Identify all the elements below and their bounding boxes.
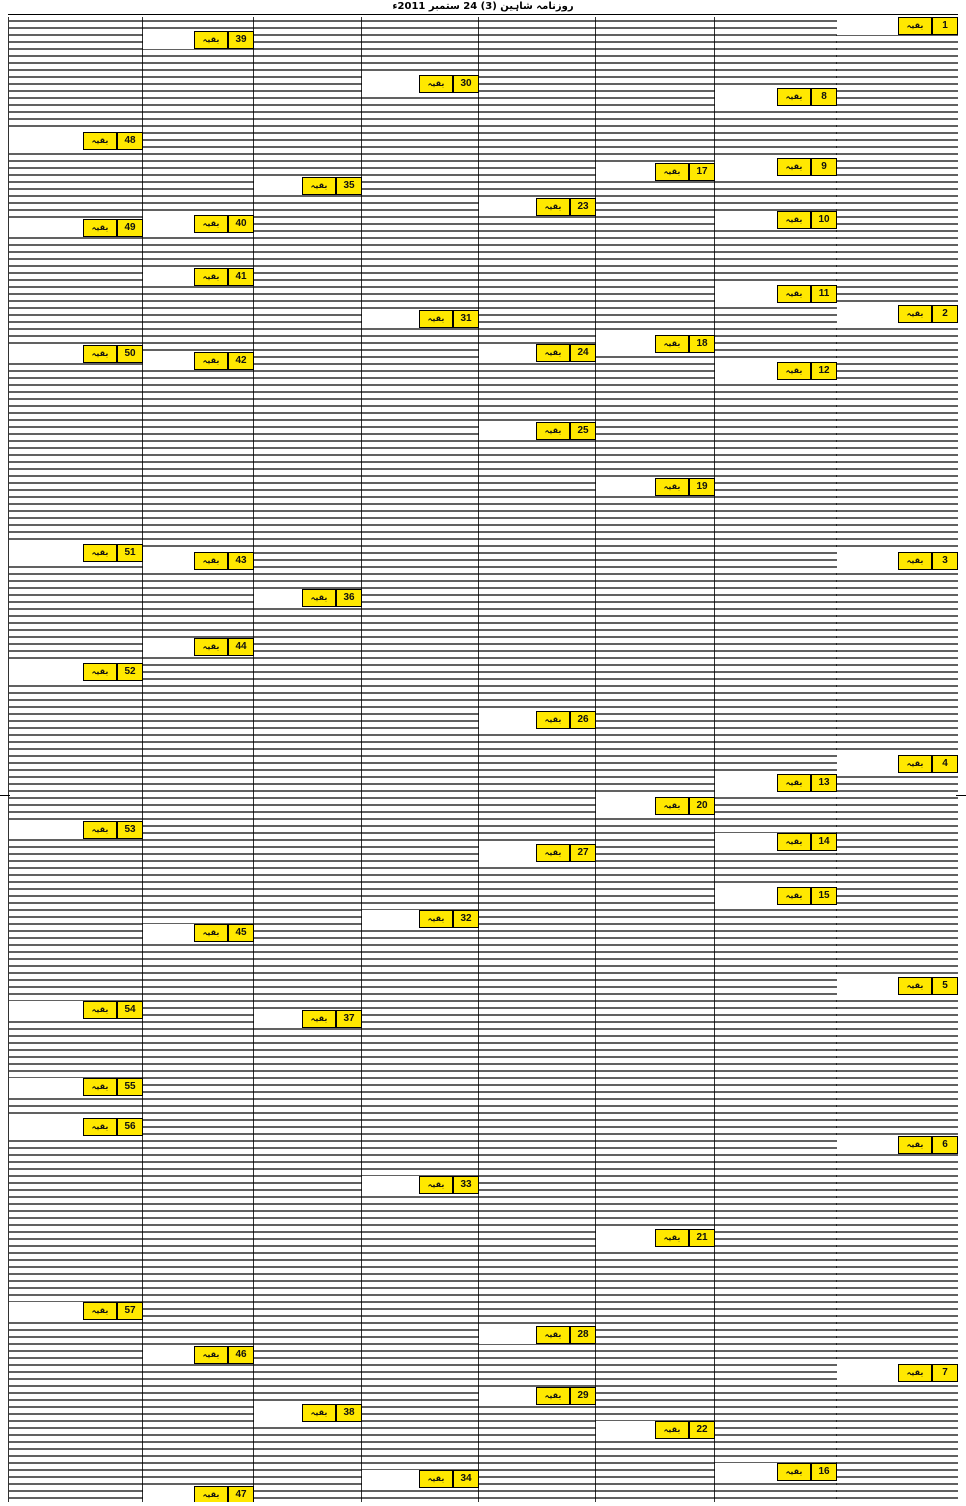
continuation-number: 25 <box>570 422 596 440</box>
continuation-label: بقیہ <box>777 211 811 229</box>
continuation-label: بقیہ <box>83 1078 117 1096</box>
continuation-block <box>9 1118 143 1136</box>
continuation-block <box>9 544 143 562</box>
continuation-number: 38 <box>336 1404 362 1422</box>
continuation-block <box>479 844 596 862</box>
continuation-number: 2 <box>932 305 958 323</box>
continuation-number: 14 <box>811 833 837 851</box>
continuation-number: 6 <box>932 1136 958 1154</box>
continuation-number: 15 <box>811 887 837 905</box>
continuation-number: 10 <box>811 211 837 229</box>
continuation-block <box>479 1326 596 1344</box>
masthead: روزنامہ شاہین (3) 24 ستمبر 2011ء <box>392 1 574 12</box>
continuation-block <box>143 924 254 942</box>
continuation-block <box>9 1302 143 1320</box>
continuation-number: 39 <box>228 31 254 49</box>
continuation-label: بقیہ <box>777 1463 811 1481</box>
continuation-block <box>479 422 596 440</box>
label-band <box>9 1302 83 1320</box>
continuation-label: بقیہ <box>194 638 228 656</box>
continuation-label: بقیہ <box>302 589 336 607</box>
label-band <box>715 774 777 792</box>
continuation-block <box>715 362 837 380</box>
continuation-label: بقیہ <box>419 910 453 928</box>
label-band <box>254 1010 302 1028</box>
continuation-number: 31 <box>453 310 479 328</box>
label-band <box>9 219 83 237</box>
continuation-block <box>715 158 837 176</box>
continuation-label: بقیہ <box>302 1010 336 1028</box>
continuation-number: 29 <box>570 1387 596 1405</box>
continuation-number: 57 <box>117 1302 143 1320</box>
label-band <box>836 977 898 995</box>
continuation-block <box>715 887 837 905</box>
continuation-number: 56 <box>117 1118 143 1136</box>
continuation-number: 21 <box>689 1229 715 1247</box>
continuation-label: بقیہ <box>83 1118 117 1136</box>
label-band <box>479 422 536 440</box>
continuation-block <box>143 215 254 233</box>
continuation-label: بقیہ <box>898 1136 932 1154</box>
continuation-label: بقیہ <box>83 821 117 839</box>
continuation-number: 13 <box>811 774 837 792</box>
fold-mark-left <box>0 795 10 796</box>
label-band <box>362 910 419 928</box>
continuation-block <box>596 797 715 815</box>
continuation-number: 49 <box>117 219 143 237</box>
continuation-block <box>715 211 837 229</box>
continuation-label: بقیہ <box>419 1176 453 1194</box>
column-1 <box>836 17 958 1502</box>
label-band <box>254 589 302 607</box>
continuation-block <box>836 552 958 570</box>
continuation-number: 3 <box>932 552 958 570</box>
continuation-number: 44 <box>228 638 254 656</box>
continuation-number: 28 <box>570 1326 596 1344</box>
continuation-block <box>143 31 254 49</box>
label-band <box>143 552 194 570</box>
continuation-label: بقیہ <box>536 844 570 862</box>
label-band <box>715 158 777 176</box>
continuation-block <box>715 285 837 303</box>
continuation-block <box>596 335 715 353</box>
continuation-number: 36 <box>336 589 362 607</box>
label-band <box>143 638 194 656</box>
continuation-block <box>596 1229 715 1247</box>
continuation-label: بقیہ <box>777 362 811 380</box>
continuation-number: 33 <box>453 1176 479 1194</box>
continuation-number: 53 <box>117 821 143 839</box>
continuation-number: 45 <box>228 924 254 942</box>
label-band <box>479 1326 536 1344</box>
label-band <box>479 1387 536 1405</box>
continuation-label: بقیہ <box>194 268 228 286</box>
continuation-number: 4 <box>932 755 958 773</box>
continuation-block <box>836 1136 958 1154</box>
continuation-label: بقیہ <box>655 335 689 353</box>
continuation-label: بقیہ <box>898 552 932 570</box>
label-band <box>836 1136 898 1154</box>
continuation-block <box>715 833 837 851</box>
continuation-number: 7 <box>932 1364 958 1382</box>
continuation-number: 27 <box>570 844 596 862</box>
continuation-number: 51 <box>117 544 143 562</box>
continuation-number: 32 <box>453 910 479 928</box>
label-band <box>836 755 898 773</box>
continuation-block <box>143 1486 254 1502</box>
column-7 <box>142 17 254 1502</box>
label-band <box>715 285 777 303</box>
column-8 <box>8 17 143 1502</box>
continuation-label: بقیہ <box>194 924 228 942</box>
label-band <box>715 1463 777 1481</box>
continuation-block <box>362 910 479 928</box>
label-band <box>9 1001 83 1019</box>
continuation-number: 16 <box>811 1463 837 1481</box>
label-band <box>143 1346 194 1364</box>
continuation-label: بقیہ <box>83 132 117 150</box>
continuation-block <box>362 1470 479 1488</box>
continuation-block <box>143 552 254 570</box>
continuation-label: بقیہ <box>777 774 811 792</box>
continuation-number: 11 <box>811 285 837 303</box>
continuation-label: بقیہ <box>194 215 228 233</box>
continuation-block <box>715 774 837 792</box>
masthead-rule <box>8 14 958 15</box>
continuation-label: بقیہ <box>898 977 932 995</box>
label-band <box>836 552 898 570</box>
continuation-number: 48 <box>117 132 143 150</box>
continuation-label: بقیہ <box>536 1387 570 1405</box>
label-band <box>479 198 536 216</box>
label-band <box>143 924 194 942</box>
label-band <box>836 305 898 323</box>
continuation-label: بقیہ <box>83 663 117 681</box>
continuation-number: 12 <box>811 362 837 380</box>
continuation-block <box>143 268 254 286</box>
label-band <box>596 163 655 181</box>
continuation-number: 1 <box>932 17 958 35</box>
continuation-number: 24 <box>570 344 596 362</box>
continuation-number: 17 <box>689 163 715 181</box>
continuation-label: بقیہ <box>536 422 570 440</box>
label-band <box>9 1078 83 1096</box>
continuation-number: 43 <box>228 552 254 570</box>
continuation-label: بقیہ <box>655 478 689 496</box>
continuation-number: 35 <box>336 177 362 195</box>
continuation-label: بقیہ <box>655 163 689 181</box>
label-band <box>715 88 777 106</box>
continuation-block <box>836 17 958 35</box>
continuation-label: بقیہ <box>194 1346 228 1364</box>
continuation-block <box>479 198 596 216</box>
label-band <box>596 1229 655 1247</box>
continuation-block <box>836 1364 958 1382</box>
continuation-block <box>362 1176 479 1194</box>
label-band <box>596 1421 655 1439</box>
continuation-label: بقیہ <box>419 75 453 93</box>
continuation-label: بقیہ <box>655 1421 689 1439</box>
continuation-label: بقیہ <box>655 797 689 815</box>
continuation-label: بقیہ <box>194 352 228 370</box>
continuation-block <box>254 1404 362 1422</box>
continuation-label: بقیہ <box>194 1486 228 1502</box>
continuation-label: بقیہ <box>655 1229 689 1247</box>
continuation-number: 47 <box>228 1486 254 1502</box>
label-band <box>479 711 536 729</box>
continuation-block <box>715 88 837 106</box>
label-band <box>9 132 83 150</box>
label-band <box>9 345 83 363</box>
continuation-block <box>9 1001 143 1019</box>
continuation-label: بقیہ <box>194 552 228 570</box>
continuation-number: 23 <box>570 198 596 216</box>
label-band <box>479 344 536 362</box>
label-band <box>715 362 777 380</box>
continuation-number: 41 <box>228 268 254 286</box>
continuation-number: 46 <box>228 1346 254 1364</box>
continuation-label: بقیہ <box>536 711 570 729</box>
continuation-label: بقیہ <box>83 1302 117 1320</box>
continuation-label: بقیہ <box>777 88 811 106</box>
continuation-number: 52 <box>117 663 143 681</box>
continuation-number: 19 <box>689 478 715 496</box>
continuation-label: بقیہ <box>83 1001 117 1019</box>
label-band <box>596 478 655 496</box>
label-band <box>362 75 419 93</box>
continuation-block <box>254 589 362 607</box>
continuation-block <box>254 177 362 195</box>
continuation-block <box>9 821 143 839</box>
continuation-label: بقیہ <box>777 158 811 176</box>
label-band <box>715 833 777 851</box>
continuation-number: 20 <box>689 797 715 815</box>
continuation-block <box>143 638 254 656</box>
continuation-number: 50 <box>117 345 143 363</box>
continuation-block <box>715 1463 837 1481</box>
fold-mark-right <box>956 795 966 796</box>
column-3 <box>595 17 715 1502</box>
continuation-block <box>9 219 143 237</box>
continuation-block <box>9 345 143 363</box>
label-band <box>836 17 898 35</box>
continuation-label: بقیہ <box>777 887 811 905</box>
continuation-number: 5 <box>932 977 958 995</box>
continuation-label: بقیہ <box>83 345 117 363</box>
continuation-number: 54 <box>117 1001 143 1019</box>
label-band <box>9 1118 83 1136</box>
label-band <box>254 1404 302 1422</box>
continuation-number: 42 <box>228 352 254 370</box>
label-band <box>362 1176 419 1194</box>
continuation-label: بقیہ <box>777 285 811 303</box>
continuation-label: بقیہ <box>194 31 228 49</box>
continuation-label: بقیہ <box>898 755 932 773</box>
continuation-number: 37 <box>336 1010 362 1028</box>
continuation-block <box>9 1078 143 1096</box>
label-band <box>143 1486 194 1502</box>
continuation-number: 34 <box>453 1470 479 1488</box>
continuation-label: بقیہ <box>83 219 117 237</box>
label-band <box>143 268 194 286</box>
continuation-label: بقیہ <box>302 177 336 195</box>
continuation-block <box>362 310 479 328</box>
label-band <box>362 310 419 328</box>
label-band <box>254 177 302 195</box>
continuation-block <box>9 132 143 150</box>
continuation-block <box>362 75 479 93</box>
label-band <box>9 663 83 681</box>
continuation-number: 8 <box>811 88 837 106</box>
continuation-number: 40 <box>228 215 254 233</box>
label-band <box>9 821 83 839</box>
label-band <box>596 797 655 815</box>
continuation-block <box>254 1010 362 1028</box>
label-band <box>143 352 194 370</box>
label-band <box>836 1364 898 1382</box>
continuation-block <box>836 305 958 323</box>
continuation-block <box>836 977 958 995</box>
continuation-label: بقیہ <box>419 1470 453 1488</box>
continuation-block <box>479 1387 596 1405</box>
continuation-label: بقیہ <box>777 833 811 851</box>
column-2 <box>714 17 837 1502</box>
continuation-label: بقیہ <box>898 305 932 323</box>
continuation-number: 30 <box>453 75 479 93</box>
continuation-label: بقیہ <box>898 17 932 35</box>
continuation-block <box>836 755 958 773</box>
continuation-number: 22 <box>689 1421 715 1439</box>
continuation-block <box>479 711 596 729</box>
continuation-label: بقیہ <box>898 1364 932 1382</box>
continuation-block <box>596 163 715 181</box>
label-band <box>715 211 777 229</box>
column-6 <box>253 17 362 1502</box>
label-band <box>715 887 777 905</box>
continuation-label: بقیہ <box>302 1404 336 1422</box>
column-4 <box>478 17 596 1502</box>
continuation-number: 26 <box>570 711 596 729</box>
continuation-block <box>596 1421 715 1439</box>
label-band <box>143 31 194 49</box>
continuation-block <box>143 1346 254 1364</box>
label-band <box>479 844 536 862</box>
label-band <box>362 1470 419 1488</box>
continuation-label: بقیہ <box>83 544 117 562</box>
continuation-label: بقیہ <box>536 198 570 216</box>
label-band <box>596 335 655 353</box>
continuation-number: 55 <box>117 1078 143 1096</box>
continuation-label: بقیہ <box>536 1326 570 1344</box>
column-5 <box>361 17 479 1502</box>
label-band <box>9 544 83 562</box>
continuation-number: 9 <box>811 158 837 176</box>
continuation-block <box>479 344 596 362</box>
continuation-block <box>143 352 254 370</box>
continuation-block <box>596 478 715 496</box>
continuation-label: بقیہ <box>536 344 570 362</box>
label-band <box>143 215 194 233</box>
continuation-block <box>9 663 143 681</box>
continuation-number: 18 <box>689 335 715 353</box>
continuation-label: بقیہ <box>419 310 453 328</box>
